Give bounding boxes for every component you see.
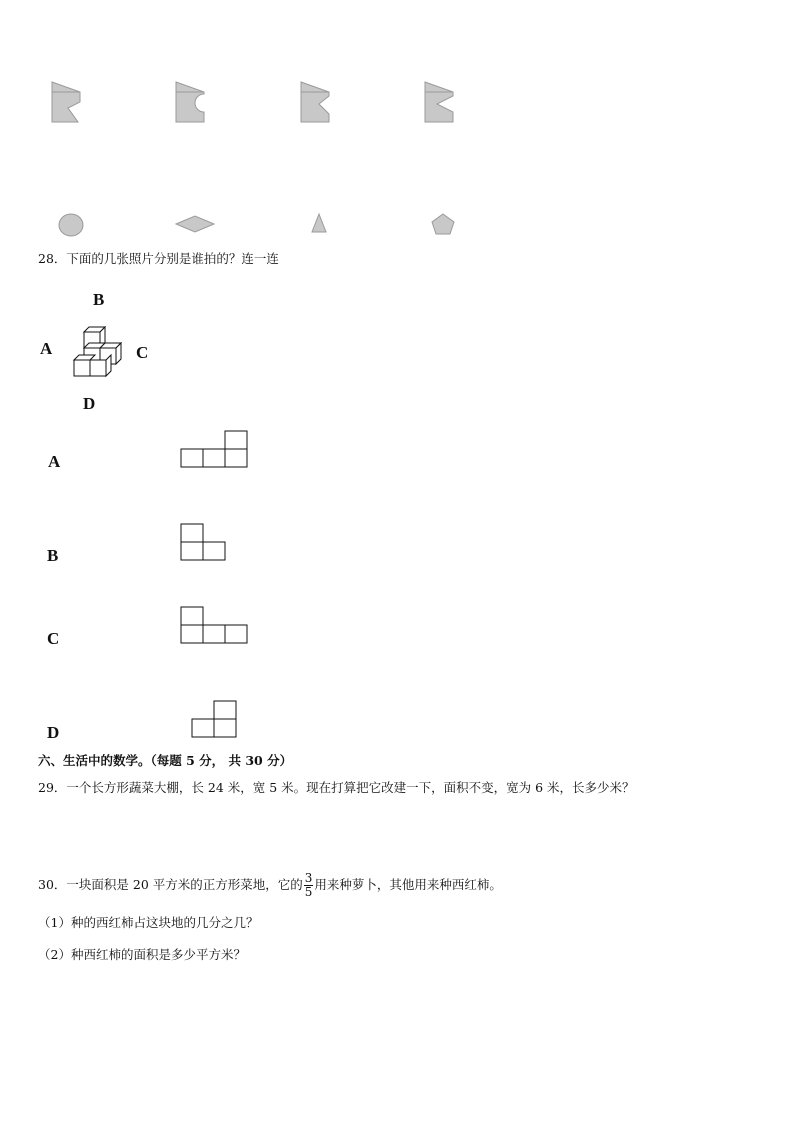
- option-label-b: B: [47, 546, 59, 565]
- diamond-shape-icon: [174, 214, 216, 234]
- fraction-numerator: 3: [304, 871, 313, 885]
- triangle-shape-icon: [309, 212, 329, 234]
- fraction-three-fifths: [304, 872, 314, 899]
- question-30-sub-1: （1）种的西红柿占这块地的几分之几？: [38, 915, 259, 930]
- cut-shape-3-icon: [297, 80, 337, 130]
- view-option-a-figure: [180, 430, 250, 470]
- section-6-title: 六、生活中的数学。（每题 5 分， 共 30 分）: [38, 753, 293, 768]
- cut-shape-1-icon: [48, 80, 88, 130]
- option-label-c: C: [47, 629, 60, 648]
- pentagon-shape-icon: [430, 212, 456, 236]
- viewpoint-label-a: A: [40, 339, 53, 358]
- cut-shape-4-icon: [421, 80, 461, 130]
- view-option-d-figure: [191, 700, 241, 740]
- question-28-text: 28．下面的几张照片分别是谁拍的？连一连: [38, 251, 279, 266]
- option-label-d: D: [47, 723, 60, 742]
- question-30-prefix: 30．一块面积是 20 平方米的正方形菜地，它的: [38, 877, 303, 892]
- circle-shape-icon: [57, 212, 87, 238]
- viewpoint-label-b: B: [93, 290, 105, 309]
- viewpoint-label-d: D: [83, 394, 96, 413]
- question-30-suffix: 用来种萝卜，其他用来种西红柿。: [314, 877, 502, 892]
- view-option-b-figure: [180, 523, 230, 563]
- fraction-denominator: 5: [304, 885, 313, 899]
- question-29-text: 29．一个长方形蔬菜大棚，长 24 米，宽 5 米。现在打算把它改建一下，面积不变，宽为 6 米，长多少米？: [38, 780, 635, 795]
- view-option-c-figure: [180, 606, 252, 646]
- cube-stack-figure: [72, 324, 122, 379]
- cut-shape-2-icon: [172, 80, 212, 130]
- question-30-text: [38, 872, 502, 899]
- option-label-a: A: [48, 452, 61, 471]
- viewpoint-label-c: C: [136, 343, 149, 362]
- question-30-sub-2: （2）种西红柿的面积是多少平方米？: [38, 947, 246, 962]
